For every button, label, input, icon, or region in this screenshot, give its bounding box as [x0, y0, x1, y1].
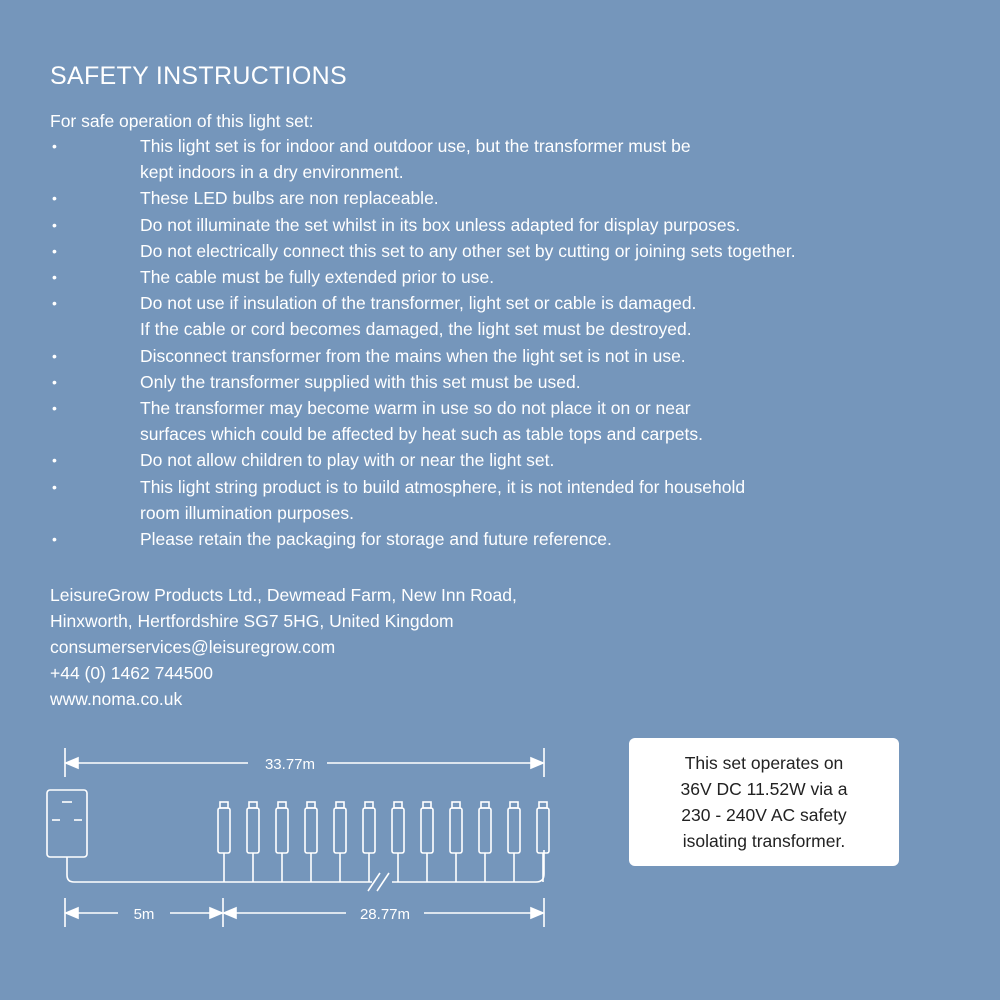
- led-bulb-cap: [423, 802, 431, 808]
- bullet-dot: •: [52, 478, 57, 495]
- bullet-dot: •: [52, 295, 57, 312]
- led-bulb: [392, 802, 404, 882]
- bullet-dot: •: [52, 373, 57, 390]
- led-bulb: [276, 802, 288, 882]
- led-bulb-cap: [220, 802, 228, 808]
- lead-dim-arrow-right: [210, 908, 222, 918]
- address-line-1: LeisureGrow Products Ltd., Dewmead Farm, New Inn Road,: [50, 585, 517, 605]
- website-url: www.noma.co.uk: [50, 689, 183, 709]
- led-bulb: [334, 802, 346, 882]
- led-bulb-body: [450, 808, 462, 853]
- safety-item-text: kept indoors in a dry environment.: [140, 162, 404, 183]
- led-bulb-body: [508, 808, 520, 853]
- led-bulb-body: [218, 808, 230, 853]
- transformer-plug: [47, 790, 87, 857]
- bullet-dot: •: [52, 269, 57, 286]
- led-bulb-cap: [394, 802, 402, 808]
- safety-item-text: Please retain the packaging for storage and future reference.: [140, 529, 612, 550]
- led-bulb: [479, 802, 491, 882]
- safety-item-text: If the cable or cord becomes damaged, the light set must be destroyed.: [140, 319, 692, 340]
- safety-item-text: Only the transformer supplied with this set must be used.: [140, 371, 581, 392]
- bullet-dot: •: [52, 531, 57, 548]
- safety-item-text: surfaces which could be affected by heat such as table tops and carpets.: [140, 424, 703, 445]
- lit-length-label: 28.77m: [359, 906, 411, 923]
- string-cable: [392, 850, 544, 882]
- led-bulb: [421, 802, 433, 882]
- bullet-dot: •: [52, 190, 57, 207]
- bullet-dot: •: [52, 400, 57, 417]
- power-info-box: [629, 738, 899, 866]
- bullet-dot: •: [52, 216, 57, 233]
- led-bulb-cap: [539, 802, 547, 808]
- led-bulb: [363, 802, 375, 882]
- led-bulb: [218, 802, 230, 882]
- page-title: SAFETY INSTRUCTIONS: [50, 62, 347, 90]
- info-box-line: This set operates on: [684, 753, 844, 773]
- led-bulb: [305, 802, 317, 882]
- bullet-dot: •: [52, 347, 57, 364]
- led-bulb-body: [392, 808, 404, 853]
- lead-length-label: 5m: [133, 906, 155, 923]
- safety-item-text: Do not allow children to play with or near the light set.: [140, 450, 555, 471]
- bulb-group: [218, 802, 549, 882]
- email-address: consumerservices@leisuregrow.com: [50, 637, 336, 657]
- led-bulb-cap: [249, 802, 257, 808]
- lead-cable: [67, 857, 372, 882]
- led-bulb-body: [479, 808, 491, 853]
- lead-dim-arrow-left: [66, 908, 78, 918]
- intro-text: For safe operation of this light set:: [50, 111, 314, 131]
- lit-dim-arrow-right: [531, 908, 543, 918]
- led-bulb: [508, 802, 520, 882]
- led-bulb: [537, 802, 549, 882]
- total-length-label: 33.77m: [264, 756, 316, 773]
- safety-item-text: room illumination purposes.: [140, 502, 354, 523]
- led-bulb-body: [334, 808, 346, 853]
- led-bulb-cap: [365, 802, 373, 808]
- led-bulb: [450, 802, 462, 882]
- led-bulb-body: [305, 808, 317, 853]
- led-bulb-body: [537, 808, 549, 853]
- led-bulb-cap: [336, 802, 344, 808]
- safety-item-text: Do not illuminate the set whilst in its box unless adapted for display purposes.: [140, 214, 741, 235]
- safety-item-text: The cable must be fully extended prior to use.: [140, 267, 495, 288]
- led-bulb-body: [247, 808, 259, 853]
- total-dim-arrow-right: [531, 758, 543, 768]
- safety-item-text: This light set is for indoor and outdoor use, but the transformer must be: [140, 136, 691, 156]
- bullet-dot: •: [52, 242, 57, 259]
- address-line-2: Hinxworth, Hertfordshire SG7 5HG, United Kingdom: [50, 611, 454, 631]
- led-bulb-cap: [452, 802, 460, 808]
- phone-number: +44 (0) 1462 744500: [50, 663, 213, 683]
- led-bulb-cap: [307, 802, 315, 808]
- led-bulb-body: [363, 808, 375, 853]
- led-bulb-body: [276, 808, 288, 853]
- info-box-line: 230 - 240V AC safety: [681, 805, 847, 825]
- safety-item-text: Do not use if insulation of the transformer, light set or cable is damaged.: [140, 293, 697, 314]
- lit-dim-arrow-left: [224, 908, 236, 918]
- led-bulb-cap: [510, 802, 518, 808]
- led-bulb-body: [421, 808, 433, 853]
- led-bulb-cap: [481, 802, 489, 808]
- info-box-line: 36V DC 11.52W via a: [680, 779, 848, 799]
- bullet-dot: •: [52, 138, 57, 154]
- bullet-dot: •: [52, 452, 57, 469]
- safety-item-text: This light string product is to build atmosphere, it is not intended for household: [140, 476, 746, 497]
- safety-item-text: The transformer may become warm in use so do not place it on or near: [140, 398, 691, 419]
- total-dim-arrow-left: [66, 758, 78, 768]
- safety-item-text: Do not electrically connect this set to any other set by cutting or joining sets together.: [140, 240, 796, 261]
- info-box-line: isolating transformer.: [682, 831, 846, 851]
- safety-item-text: These LED bulbs are non replaceable.: [140, 188, 439, 209]
- led-bulb: [247, 802, 259, 882]
- safety-item-text: Disconnect transformer from the mains when the light set is not in use.: [140, 345, 686, 366]
- led-bulb-cap: [278, 802, 286, 808]
